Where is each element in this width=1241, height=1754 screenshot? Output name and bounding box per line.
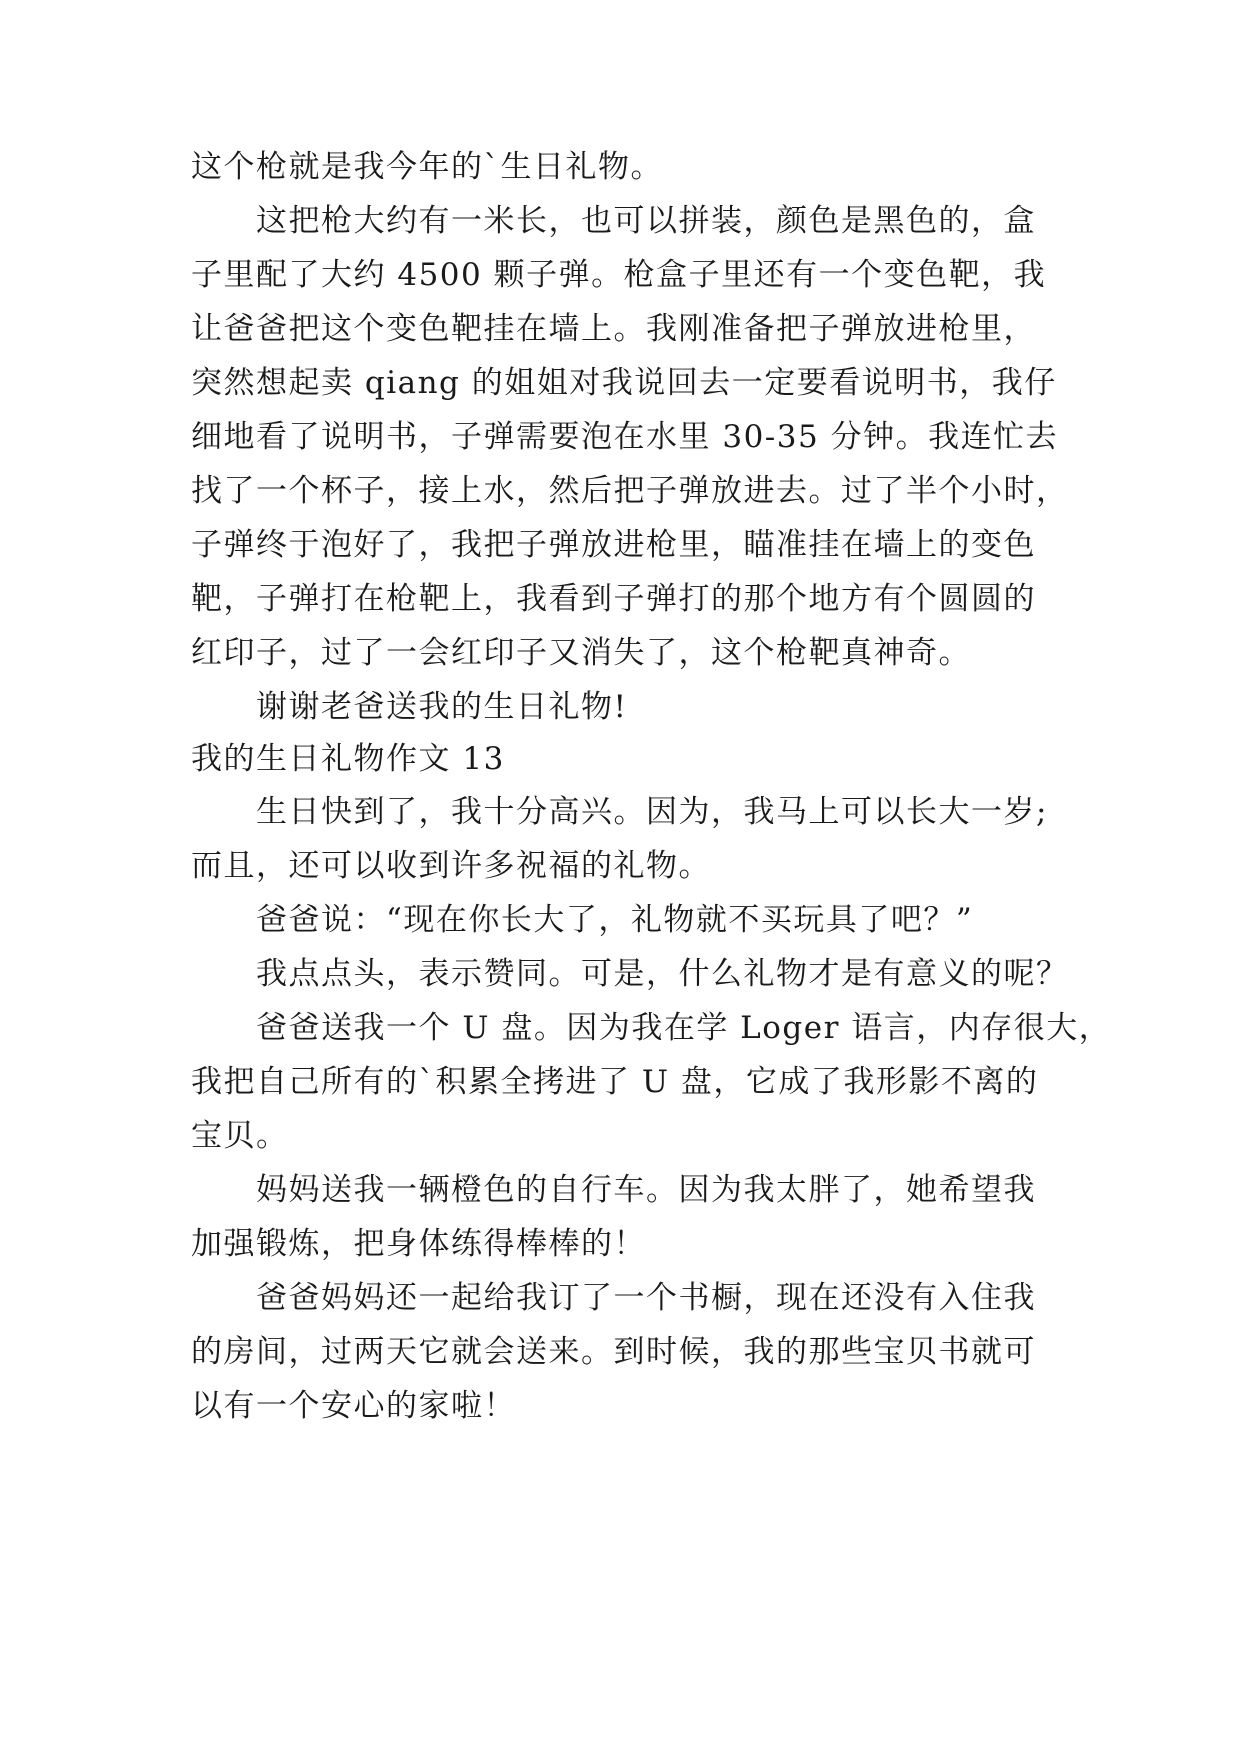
text-line: 让爸爸把这个变色靶挂在墙上。我刚准备把子弹放进枪里， [191, 311, 1036, 347]
paragraph-line: 这把枪大约有一米长，也可以拼装，颜色是黑色的，盒 [256, 203, 1036, 239]
text-line: 的房间，过两天它就会送来。到时候，我的那些宝贝书就可 [191, 1334, 1036, 1370]
text-line: 子里配了大约 4500 颗子弹。枪盒子里还有一个变色靶，我 [191, 257, 1047, 293]
text-line: 子弹终于泡好了，我把子弹放进枪里，瞄准挂在墙上的变色 [191, 527, 1036, 563]
text-line: 找了一个杯子，接上水，然后把子弹放进去。过了半个小时， [191, 473, 1069, 509]
paragraph-line: 妈妈送我一辆橙色的自行车。因为我太胖了，她希望我 [256, 1172, 1036, 1208]
paragraph-line: 谢谢老爸送我的生日礼物! [256, 689, 628, 725]
paragraph-line: 爸爸说：“现在你长大了，礼物就不买玩具了吧？” [256, 902, 974, 938]
text-line: 红印子，过了一会红印子又消失了，这个枪靶真神奇。 [191, 635, 971, 671]
text-line: 我把自己所有的`积累全拷进了 U 盘，它成了我形影不离的 [191, 1064, 1039, 1100]
paragraph-line: 爸爸送我一个 U 盘。因为我在学 Loger 语言，内存很大， [256, 1010, 1112, 1046]
text-line: 以有一个安心的家啦！ [191, 1388, 516, 1424]
paragraph-line: 我点点头，表示赞同。可是，什么礼物才是有意义的呢？ [256, 956, 1069, 992]
text-line: 靶，子弹打在枪靶上，我看到子弹打的那个地方有个圆圆的 [191, 581, 1036, 617]
text-line: 宝贝。 [191, 1118, 289, 1154]
paragraph-line: 生日快到了，我十分高兴。因为，我马上可以长大一岁; [256, 794, 1048, 830]
paragraph-line: 爸爸妈妈还一起给我订了一个书橱，现在还没有入住我 [256, 1280, 1036, 1316]
text-line: 加强锻炼，把身体练得棒棒的！ [191, 1226, 646, 1262]
text-line: 突然想起卖 qiang 的姐姐对我说回去一定要看说明书，我仔 [191, 365, 1057, 401]
text-line: 这个枪就是我今年的`生日礼物。 [191, 149, 663, 185]
section-title: 我的生日礼物作文 13 [191, 741, 505, 777]
text-line: 细地看了说明书，子弹需要泡在水里 30-35 分钟。我连忙去 [191, 419, 1059, 455]
text-line: 而且，还可以收到许多祝福的礼物。 [191, 848, 711, 884]
